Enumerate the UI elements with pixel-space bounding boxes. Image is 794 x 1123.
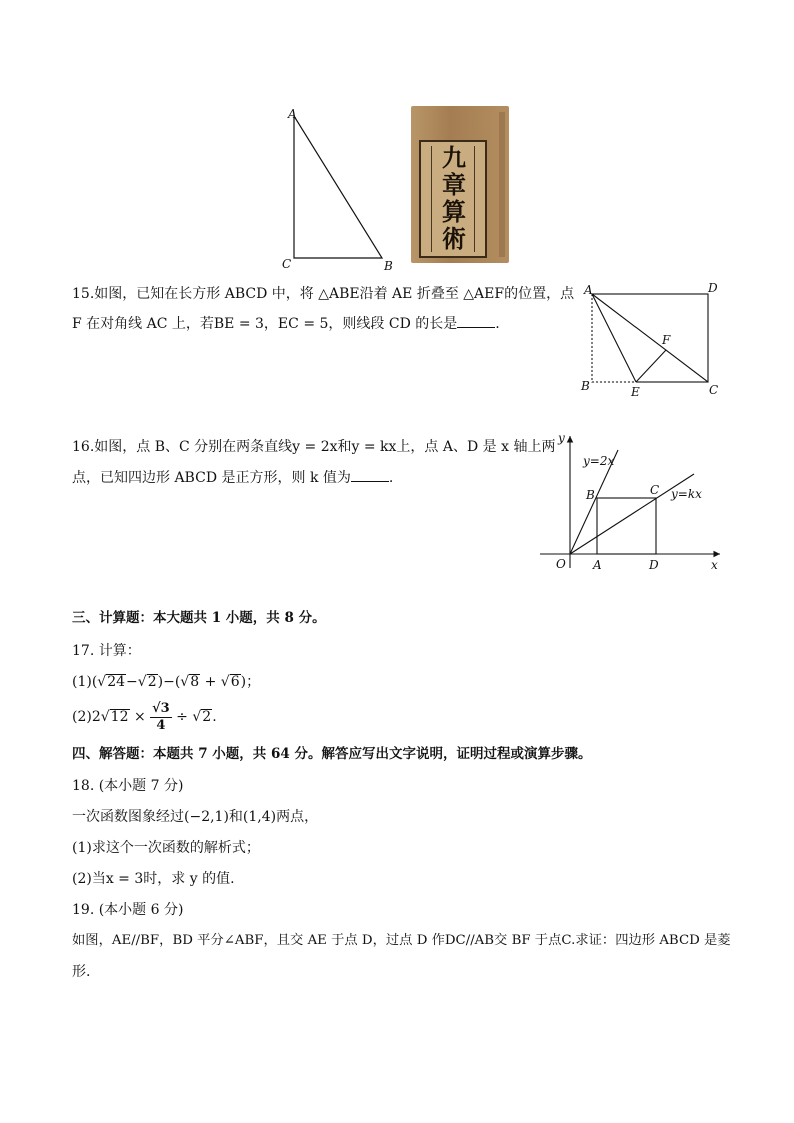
book-char-1: 九 xyxy=(442,143,466,172)
q18-line3: (2)当x = 3时，求 y 的值. xyxy=(72,871,235,887)
label-b: B xyxy=(384,259,393,272)
q15-text-1: 如图，已知在长方形 ABCD 中，将 △ABE沿着 AE 折叠至 △AEF的位置，点 xyxy=(94,286,575,302)
label-b: B xyxy=(586,488,595,502)
label-c: C xyxy=(650,483,660,497)
q16-text-1: 如图，点 B、C 分别在两条直线y = 2x和y = kx上，点 A、D 是 x 轴上两 xyxy=(94,439,556,455)
answer-blank[interactable] xyxy=(351,469,389,482)
q17-part2: (2)2√12 × $\frac{√3}{4}$ ÷ √2. xyxy=(72,700,217,733)
label-x-axis: x xyxy=(711,558,718,572)
right-triangle-figure xyxy=(278,104,402,272)
sqrt-8: 8 xyxy=(190,674,200,690)
q15-rectangle-figure xyxy=(576,280,726,402)
answer-blank[interactable] xyxy=(457,315,495,328)
book-cover-image xyxy=(411,106,509,263)
q18-title: 18. (本小题 7 分) xyxy=(72,778,184,794)
label-o: O xyxy=(556,557,566,571)
book-char-4: 術 xyxy=(442,224,466,253)
label-y-axis: y xyxy=(558,431,565,445)
label-line-kx: y=kx xyxy=(671,487,702,501)
triangle-shape xyxy=(294,116,382,258)
section3-heading: 三、计算题：本大题共 1 小题，共 8 分。 xyxy=(72,610,326,626)
q16-number: 16. xyxy=(72,439,95,455)
sqrt-6: 6 xyxy=(230,674,240,690)
book-title xyxy=(435,144,473,252)
q16-text-2: 点，已知四边形 ABCD 是正方形，则 k 值为 xyxy=(72,470,351,486)
sqrt-2: 2 xyxy=(202,709,212,725)
q15-number: 15. xyxy=(72,286,95,302)
label-a: A xyxy=(593,558,602,572)
sqrt-12: 12 xyxy=(110,709,129,725)
label-line-2x: y=2x xyxy=(583,454,615,468)
label-f: F xyxy=(662,333,671,347)
label-d: D xyxy=(708,281,718,295)
label-e: E xyxy=(631,385,640,399)
q17-part1: (1)(√24−√2)−(√8 + √6)； xyxy=(72,674,261,690)
q15-line2: F 在对角线 AC 上，若BE = 3，EC = 5，则线段 CD 的长是 . xyxy=(72,316,500,332)
q18-line1: 一次函数图象经过(−2,1)和(1,4)两点， xyxy=(72,809,319,825)
sqrt-2: 2 xyxy=(147,674,157,690)
label-c: C xyxy=(709,383,719,397)
section4-heading: 四、解答题：本题共 7 小题，共 64 分。解答应写出文字说明，证明过程或演算步骤。 xyxy=(72,746,592,762)
q15-text-2: F 在对角线 AC 上，若BE = 3，EC = 5，则线段 CD 的长是 xyxy=(72,316,458,332)
sqrt-24: 24 xyxy=(107,674,126,690)
q19-title: 19. (本小题 6 分) xyxy=(72,902,184,918)
book-char-2: 章 xyxy=(442,170,466,199)
q16-coordinate-figure xyxy=(536,428,726,576)
q15-line1 xyxy=(72,283,574,305)
fraction-sqrt3-over-4: $\frac{√3}{4}$ xyxy=(152,700,170,733)
book-char-3: 算 xyxy=(442,197,466,226)
q18-line2: (1)求这个一次函数的解析式； xyxy=(72,840,260,856)
label-a: A xyxy=(288,107,297,121)
label-c: C xyxy=(282,257,292,271)
q16-line2: 点，已知四边形 ABCD 是正方形，则 k 值为 . xyxy=(72,470,394,486)
book-label-panel xyxy=(419,140,487,258)
q17-title: 17. 计算： xyxy=(72,643,141,659)
label-b: B xyxy=(581,379,590,393)
label-a: A xyxy=(584,283,593,297)
q19-line2: 形. xyxy=(72,964,91,980)
q19-line1: 如图，AE//BF，BD 平分∠ABF，且交 AE 于点 D，过点 D 作DC//AB交 BF 于点C.求证：四边形 ABCD 是菱 xyxy=(72,933,731,948)
q16-line1 xyxy=(72,436,555,458)
label-d: D xyxy=(649,558,659,572)
